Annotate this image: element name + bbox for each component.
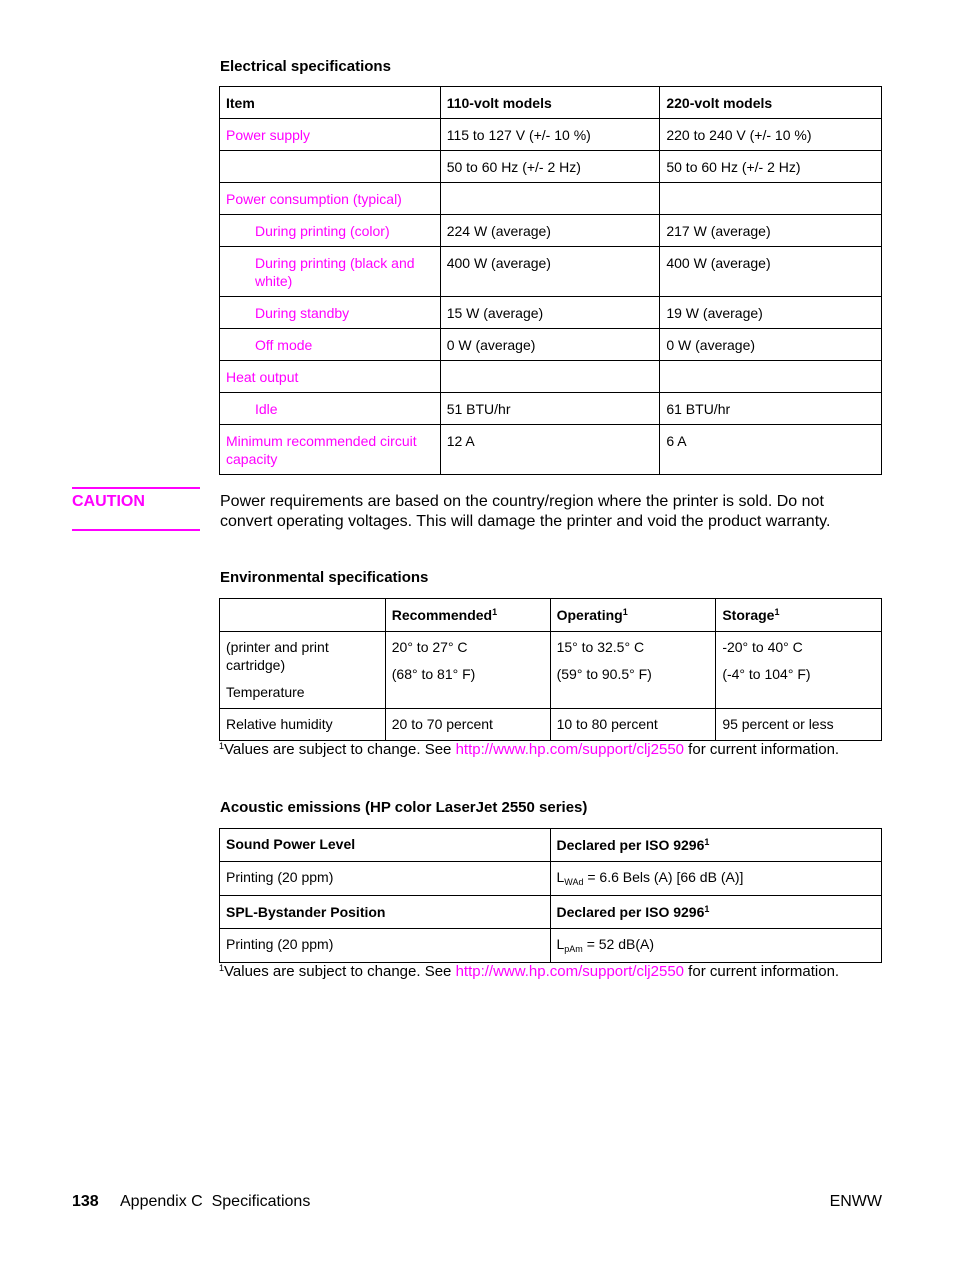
electrical-table (219, 86, 882, 475)
header-cell (550, 599, 716, 632)
value-cell: 400 W (average) (660, 247, 882, 297)
page-number: 138 (72, 1193, 99, 1210)
value-cell: 20 to 70 percent (385, 709, 550, 741)
table-row (220, 119, 882, 151)
header-cell: 110-volt models (440, 87, 660, 119)
header-cell (716, 599, 882, 632)
level-symbol: L (556, 869, 565, 885)
item-link[interactable]: Power supply (220, 119, 441, 151)
temp-f: (-4° to 104° F) (722, 666, 811, 682)
footnote-marker: 1 (622, 607, 628, 617)
header-label: Declared per ISO 9296 (556, 837, 705, 853)
environmental-heading: Environmental specifications (220, 569, 429, 586)
item-link[interactable]: Minimum recommended circuit capacity (220, 425, 441, 475)
item-link[interactable]: During standby (220, 297, 441, 329)
footnote-marker: 1 (704, 904, 710, 914)
value-cell (550, 862, 882, 896)
acoustic-table (219, 828, 882, 963)
header-cell: 220-volt models (660, 87, 882, 119)
value-cell: 224 W (average) (440, 215, 660, 247)
row-label: Printing (20 ppm) (220, 862, 551, 896)
footnote-marker: 1 (219, 741, 225, 751)
value-cell (440, 361, 660, 393)
item-link[interactable]: Off mode (220, 329, 441, 361)
footer-right: ENWW (829, 1193, 882, 1210)
footnote-text: for current information. (684, 963, 840, 980)
value-cell: 12 A (440, 425, 660, 475)
value-cell: 19 W (average) (660, 297, 882, 329)
temp-label-b: Temperature (226, 684, 305, 700)
table-row (220, 329, 882, 361)
header-label: Storage (722, 607, 775, 623)
caution-text (220, 492, 830, 532)
table-row (220, 632, 882, 709)
table-row (220, 425, 882, 475)
temp-label-cell (220, 632, 386, 709)
table-row (220, 896, 882, 929)
value-cell: 220 to 240 V (+/- 10 %) (660, 119, 882, 151)
value-cell: 15 W (average) (440, 297, 660, 329)
footnote-text: for current information. (684, 741, 840, 758)
footnote (219, 741, 883, 759)
item-cell (220, 151, 441, 183)
header-cell: Sound Power Level (220, 829, 551, 862)
value-cell: 95 percent or less (716, 709, 882, 741)
table-row (220, 599, 882, 632)
item-link[interactable]: During printing (black and white) (220, 247, 441, 297)
support-link[interactable]: http://www.hp.com/support/clj2550 (455, 741, 685, 758)
value-cell: 0 W (average) (440, 329, 660, 361)
value-cell (385, 632, 550, 709)
table-row (220, 361, 882, 393)
table-row (220, 709, 882, 741)
value-cell (440, 183, 660, 215)
value-cell: 51 BTU/hr (440, 393, 660, 425)
header-cell (550, 896, 882, 929)
level-subscript: WAd (564, 877, 584, 887)
value-cell: 115 to 127 V (+/- 10 %) (440, 119, 660, 151)
table-row (220, 862, 882, 896)
item-link[interactable]: During printing (color) (220, 215, 441, 247)
value-cell: 400 W (average) (440, 247, 660, 297)
support-link[interactable]: http://www.hp.com/support/clj2550 (455, 963, 685, 980)
environmental-table (219, 598, 882, 741)
footer-section: Appendix C Specifications (120, 1193, 311, 1210)
value-cell (550, 929, 882, 963)
header-label: Operating (556, 607, 623, 623)
value-cell (660, 361, 882, 393)
header-cell: SPL-Bystander Position (220, 896, 551, 929)
caution-top-rule (72, 487, 200, 489)
value-cell: 6 A (660, 425, 882, 475)
table-row (220, 183, 882, 215)
footnote-marker: 1 (774, 607, 780, 617)
header-cell (220, 599, 386, 632)
humidity-label: Relative humidity (220, 709, 386, 741)
caution-line: Power requirements are based on the country/region where the printer is sold. Do not (220, 493, 824, 510)
table-row (220, 929, 882, 963)
level-subscript: pAm (564, 944, 583, 954)
value-cell: 217 W (average) (660, 215, 882, 247)
electrical-heading: Electrical specifications (220, 58, 391, 75)
acoustic-heading: Acoustic emissions (HP color LaserJet 2550 series) (220, 799, 588, 816)
value-cell (660, 183, 882, 215)
value-cell (550, 632, 716, 709)
level-symbol: L (556, 936, 565, 952)
value-cell: 0 W (average) (660, 329, 882, 361)
caution-line: convert operating voltages. This will damage the printer and void the product warranty. (220, 513, 831, 530)
item-link[interactable]: Power consumption (typical) (220, 183, 441, 215)
table-row (220, 297, 882, 329)
footnote-marker: 1 (492, 607, 498, 617)
footnote-text: Values are subject to change. See (224, 963, 456, 980)
value-cell: 61 BTU/hr (660, 393, 882, 425)
temp-f: (68° to 81° F) (391, 666, 476, 682)
caution-bottom-rule (72, 529, 200, 531)
header-label: Recommended (391, 607, 493, 623)
table-row (220, 247, 882, 297)
table-row (220, 829, 882, 862)
caution-label: CAUTION (72, 493, 145, 510)
value-cell: 10 to 80 percent (550, 709, 716, 741)
level-value: = 6.6 Bels (A) [66 dB (A)] (583, 869, 744, 885)
table-row (220, 215, 882, 247)
temp-c: 20° to 27° C (391, 639, 468, 655)
temp-c: 15° to 32.5° C (556, 639, 645, 655)
header-label: Declared per ISO 9296 (556, 904, 705, 920)
temp-f: (59° to 90.5° F) (556, 666, 652, 682)
temp-label-a: (printer and print cartridge) (226, 639, 329, 673)
header-cell (550, 829, 882, 862)
footnote-text: Values are subject to change. See (224, 741, 456, 758)
item-link[interactable]: Idle (220, 393, 441, 425)
temp-c: -20° to 40° C (722, 639, 803, 655)
header-cell: Item (220, 87, 441, 119)
item-link[interactable]: Heat output (220, 361, 441, 393)
level-value: = 52 dB(A) (582, 936, 655, 952)
value-cell: 50 to 60 Hz (+/- 2 Hz) (660, 151, 882, 183)
table-row (220, 393, 882, 425)
footnote-marker: 1 (704, 837, 710, 847)
table-row (220, 151, 882, 183)
table-row (220, 87, 882, 119)
value-cell (716, 632, 882, 709)
row-label: Printing (20 ppm) (220, 929, 551, 963)
header-cell (385, 599, 550, 632)
footnote-marker: 1 (219, 963, 225, 973)
footnote (219, 963, 883, 981)
value-cell: 50 to 60 Hz (+/- 2 Hz) (440, 151, 660, 183)
